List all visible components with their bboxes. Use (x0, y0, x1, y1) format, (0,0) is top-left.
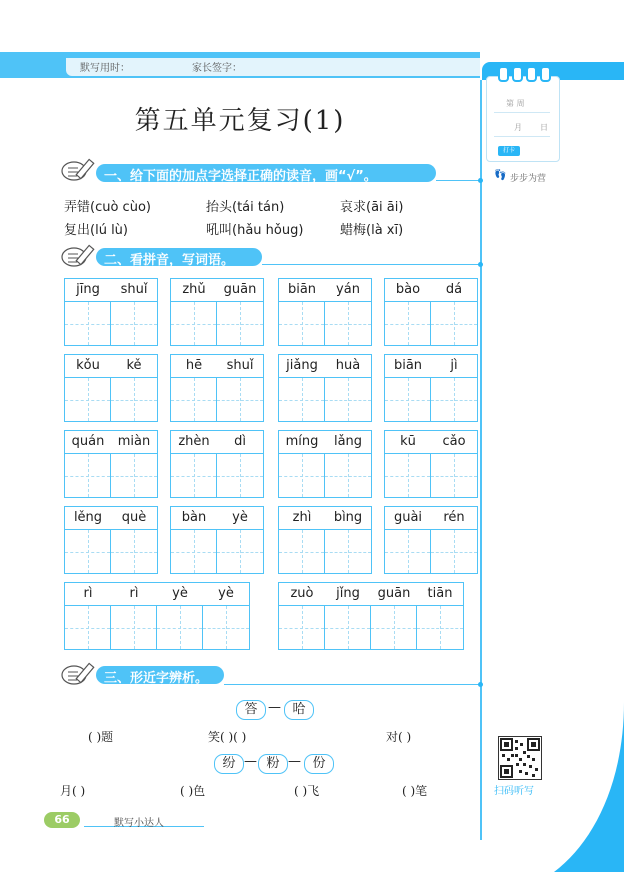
qr-label: 扫码听写 (494, 786, 534, 797)
writing-cell[interactable] (385, 302, 431, 345)
word-box (278, 506, 372, 574)
section1-heading: 一、给下面的加点字选择正确的读音，画“√”。 (104, 169, 377, 184)
writing-cell[interactable] (65, 530, 111, 573)
writing-cell[interactable] (203, 606, 249, 649)
checkin-badge: 打卡 (498, 146, 520, 156)
writing-cell[interactable] (217, 302, 263, 345)
s1-word-3: 哀求(āi āi) (340, 200, 404, 215)
word-box (64, 430, 158, 498)
word-box (170, 278, 264, 346)
connector-dash: — (244, 754, 257, 769)
pencil-icon (60, 242, 100, 268)
writing-cell[interactable] (325, 302, 371, 345)
pinyin-syllable: guài (393, 510, 423, 525)
pinyin-syllable: jì (450, 358, 458, 373)
section3-rule (224, 684, 480, 685)
pinyin-syllable: cǎo (442, 434, 466, 449)
pinyin-syllable: guān (377, 586, 411, 601)
writing-cell[interactable] (385, 378, 431, 421)
pinyin-syllable: shuǐ (120, 282, 148, 297)
char-oval: 答 (236, 700, 266, 720)
writing-cell[interactable] (385, 530, 431, 573)
section2-dot (478, 262, 483, 267)
fill-item: 月( ) (60, 784, 86, 798)
writing-cell[interactable] (417, 606, 463, 649)
writing-cell[interactable] (371, 606, 417, 649)
word-box (278, 430, 372, 498)
s1-word-5: 吼叫(hǎu hǒug) (206, 223, 304, 238)
s1-word-2: 抬头(tái tán) (206, 200, 285, 215)
word-box (384, 506, 478, 574)
pinyin-syllable: rì (129, 586, 139, 601)
word-box (170, 354, 264, 422)
writing-cell[interactable] (217, 378, 263, 421)
word-box (64, 354, 158, 422)
fill-item: 对( ) (386, 730, 412, 744)
writing-cell[interactable] (325, 454, 371, 497)
fill-item: ( )色 (180, 784, 206, 798)
writing-cell[interactable] (217, 454, 263, 497)
time-label: 默写用时： (80, 63, 130, 74)
writing-cell[interactable] (157, 606, 203, 649)
word-box (64, 506, 158, 574)
writing-cell[interactable] (111, 454, 157, 497)
pinyin-syllable: jǐng (336, 586, 360, 601)
writing-cell[interactable] (431, 454, 477, 497)
pinyin-syllable: hē (185, 358, 203, 373)
month-label: 月 (514, 123, 522, 132)
footprint-label: 步步为营 (510, 174, 547, 184)
pinyin-syllable: biān (287, 282, 317, 297)
writing-cell[interactable] (171, 302, 217, 345)
pinyin-syllable: zhì (292, 510, 312, 525)
writing-cell[interactable] (325, 530, 371, 573)
day-label: 日 (540, 123, 548, 132)
pinyin-syllable: dá (445, 282, 463, 297)
pinyin-syllable: zuò (290, 586, 314, 601)
pinyin-syllable: huà (335, 358, 361, 373)
word-box (278, 354, 372, 422)
writing-cell[interactable] (171, 530, 217, 573)
week-label: 第 周 (506, 99, 525, 108)
word-box (170, 506, 264, 574)
page-title: 第五单元复习(1) (134, 106, 346, 136)
corner-decoration (554, 702, 624, 872)
qr-code-icon[interactable] (498, 736, 542, 780)
word-box (278, 278, 372, 346)
section1-rule (436, 180, 480, 181)
page-number: 66 (44, 812, 80, 828)
writing-cell[interactable] (171, 454, 217, 497)
pinyin-syllable: bàn (181, 510, 207, 525)
ring-icon (512, 66, 523, 82)
fill-item: ( )飞 (294, 784, 320, 798)
writing-cell[interactable] (325, 378, 371, 421)
footer-label: 默写小达人 (114, 818, 164, 829)
pinyin-syllable: kǒu (76, 358, 100, 373)
writing-cell[interactable] (279, 378, 325, 421)
pinyin-syllable: jiǎng (286, 358, 318, 373)
writing-cell[interactable] (65, 454, 111, 497)
word-box (64, 278, 158, 346)
margin-line (480, 80, 482, 840)
char-oval: 哈 (284, 700, 314, 720)
pinyin-syllable: kū (400, 434, 416, 449)
word-box (384, 430, 478, 498)
word-box (384, 278, 478, 346)
connector-dash: — (268, 700, 281, 715)
writing-cell[interactable] (279, 530, 325, 573)
fill-item: ( )题 (88, 730, 114, 744)
pencil-icon (60, 660, 100, 686)
pinyin-syllable: quán (71, 434, 105, 449)
pinyin-syllable: lǎng (333, 434, 363, 449)
writing-cell[interactable] (431, 530, 477, 573)
writing-cell[interactable] (279, 606, 325, 649)
writing-cell[interactable] (325, 606, 371, 649)
pinyin-syllable: dì (234, 434, 246, 449)
writing-cell[interactable] (171, 378, 217, 421)
section1-dot (478, 178, 483, 183)
s1-word-6: 蜡梅(là xī) (340, 223, 404, 238)
pinyin-syllable: què (121, 510, 147, 525)
pinyin-syllable: biān (393, 358, 423, 373)
pinyin-syllable: rén (443, 510, 465, 525)
section3-dot (478, 682, 483, 687)
pinyin-syllable: jīng (76, 282, 100, 297)
fill-item: ( )笔 (402, 784, 428, 798)
pinyin-syllable: zhèn (178, 434, 210, 449)
writing-cell[interactable] (111, 606, 157, 649)
writing-cell[interactable] (431, 302, 477, 345)
writing-cell[interactable] (65, 378, 111, 421)
writing-cell[interactable] (279, 454, 325, 497)
pencil-icon (60, 156, 100, 182)
writing-cell[interactable] (279, 302, 325, 345)
pinyin-syllable: zhǔ (182, 282, 206, 297)
pinyin-syllable: lěng (73, 510, 103, 525)
date-divider (494, 136, 550, 137)
pinyin-syllable: miàn (117, 434, 151, 449)
writing-cell[interactable] (65, 606, 111, 649)
pinyin-syllable: shuǐ (226, 358, 254, 373)
writing-cell[interactable] (111, 378, 157, 421)
char-oval: 粉 (258, 754, 288, 774)
section2-rule (262, 264, 480, 265)
pinyin-syllable: míng (285, 434, 319, 449)
word-box (170, 430, 264, 498)
char-oval: 纷 (214, 754, 244, 774)
writing-cell[interactable] (111, 302, 157, 345)
pinyin-syllable: yè (172, 586, 188, 601)
writing-cell[interactable] (385, 454, 431, 497)
pinyin-syllable: guān (223, 282, 257, 297)
pinyin-syllable: yán (336, 282, 360, 297)
connector-dash: — (288, 754, 301, 769)
ring-icon (526, 66, 537, 82)
pinyin-syllable: tiān (427, 586, 453, 601)
sign-label: 家长签字： (192, 63, 242, 74)
s1-word-1: 弄错(cuò cùo) (64, 200, 151, 215)
section2-heading: 二、看拼音，写词语。 (104, 253, 235, 268)
word-box (64, 582, 250, 650)
pinyin-syllable: yè (218, 586, 234, 601)
writing-cell[interactable] (111, 530, 157, 573)
writing-cell[interactable] (217, 530, 263, 573)
date-divider (494, 112, 550, 113)
ring-icon (540, 66, 551, 82)
pinyin-syllable: bìng (333, 510, 363, 525)
pinyin-syllable: yè (232, 510, 248, 525)
word-box (278, 582, 464, 650)
ring-icon (498, 66, 509, 82)
section3-heading: 三、形近字辨析。 (104, 671, 209, 686)
writing-cell[interactable] (65, 302, 111, 345)
footprint-icon: 👣 (494, 170, 507, 181)
fill-item: 笑( )( ) (208, 730, 247, 744)
pinyin-syllable: kě (126, 358, 142, 373)
pinyin-syllable: rì (83, 586, 93, 601)
writing-cell[interactable] (431, 378, 477, 421)
char-oval: 份 (304, 754, 334, 774)
pinyin-syllable: bào (395, 282, 421, 297)
word-box (384, 354, 478, 422)
s1-word-4: 复出(lú lù) (64, 223, 128, 238)
